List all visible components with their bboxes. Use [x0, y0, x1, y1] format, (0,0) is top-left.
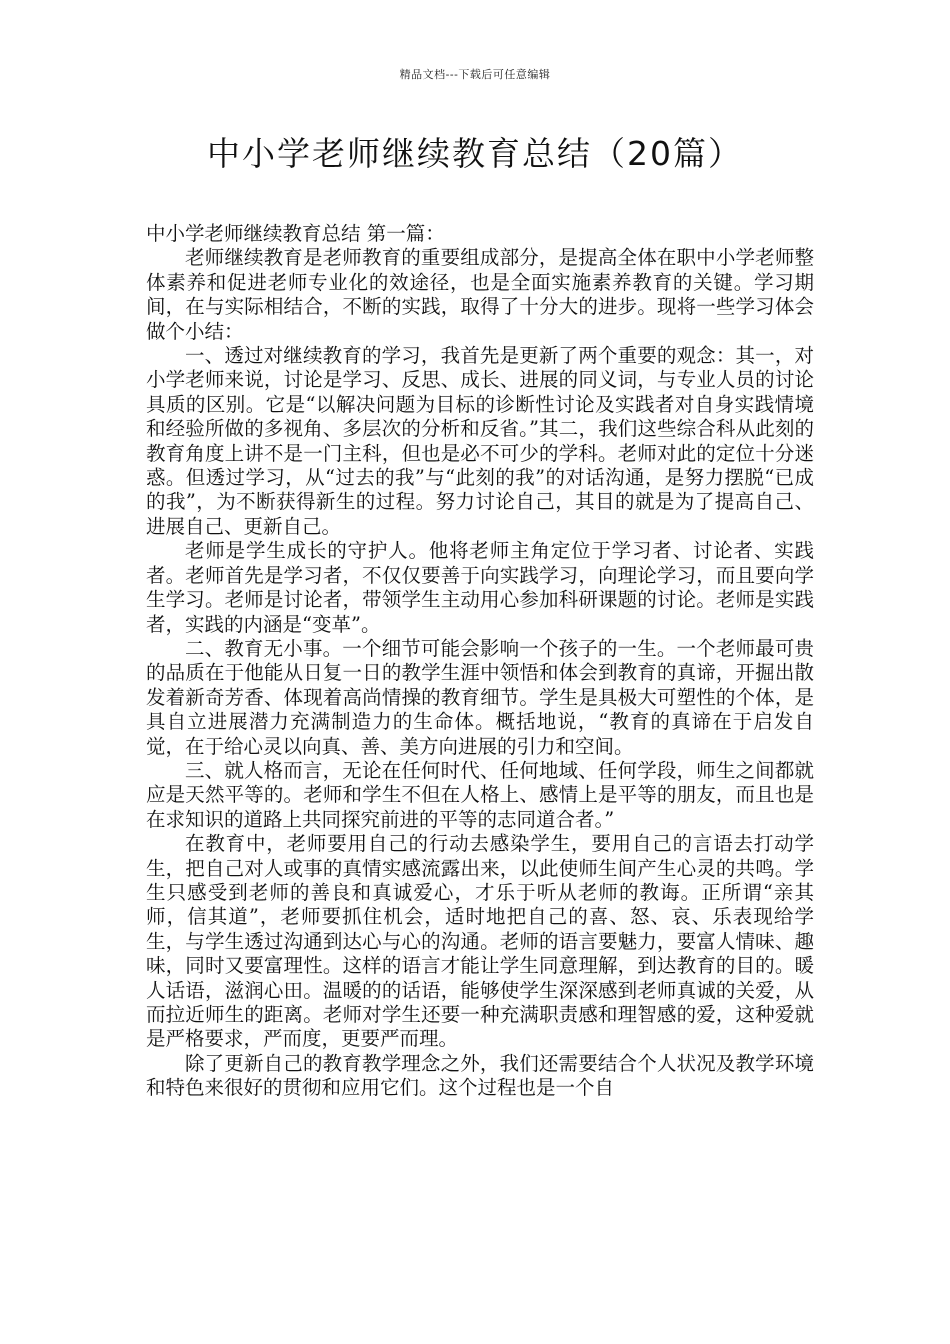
section-heading: 中小学老师继续教育总结 第一篇： [146, 222, 445, 245]
header-note: 精品文档---下载后可任意编辑 [399, 68, 551, 81]
document-body [146, 222, 814, 1101]
paragraph-teaching-practice: 在教育中，老师要用自己的行动去感染学生，要用自己的言语去打动学生，把自己对人或事的真情实感流露出来，以此使师生间产生心灵的共鸣。学生只感受到老师的善良和真诚爱心，才乐于听从老师的教诲。正所谓“亲其师，信其道”，老师要抓住机会，适时地把自己的喜、怒、哀、乐表现给学生，与学生透过沟通到达心与心的沟通。老师的语言要魅力，要富人情味、趣味，同时又要富理性。这样的语言才能让学生同意理解，到达教育的目的。暖人话语，滋润心田。温暖的的话语，能够使学生深深感到老师真诚的关爱，从而拉近师生的距离。老师对学生还要一种充满职责感和理智感的爱，这种爱就是严格要求，严而度，更要严而理。 [146, 832, 814, 1051]
paragraph-point-one: 一、透过对继续教育的学习，我首先是更新了两个重要的观念：其一，对小学老师来说，讨论是学习、反思、成长、进展的同义词，与专业人员的讨论具质的区别。它是“以解决问题为目标的诊断性讨论及实践者对自身实践情境和经验所做的多视角、多层次的分析和反省。”其二，我们这些综合科从此刻的教育角度上讲不是一门主科，但也是必不可少的学科。老师对此的定位十分迷惑。但透过学习，从“过去的我”与“此刻的我”的对话沟通，是努力摆脱“已成的我”，为不断获得新生的过程。努力讨论自己，其目的就是为了提高自己、进展自己、更新自己。 [146, 344, 814, 538]
paragraph-intro: 老师继续教育是老师教育的重要组成部分，是提高全体在职中小学老师整体素养和促进老师专业化的效途径，也是全面实施素养教育的关键。学习期间，在与实际相结合，不断的实践，取得了十分大的进步。现将一些学习体会做个小结： [146, 246, 814, 343]
paragraph-point-two: 二、教育无小事。一个细节可能会影响一个孩子的一生。一个老师最可贵的品质在于他能从日复一日的教学生涯中领悟和体会到教育的真谛，开掘出散发着新奇芳香、体现着高尚情操的教育细节。学生是具极大可塑性的个体，是具自立进展潜力充满制造力的生命体。概括地说，“教育的真谛在于启发自觉，在于给心灵以向真、善、美方向进展的引力和空间。 [146, 636, 814, 758]
document-title: 中小学老师继续教育总结（20篇） [207, 134, 743, 173]
paragraph-point-three: 三、就人格而言，无论在任何时代、任何地域、任何学段，师生之间都就应是天然平等的。老师和学生不但在人格上、感情上是平等的朋友，而且也是在求知识的道路上共同探究前进的平等的志同道合者。” [146, 758, 814, 831]
paragraph-teacher-role: 老师是学生成长的守护人。他将老师主角定位于学习者、讨论者、实践者。老师首先是学习者，不仅仅要善于向实践学习，向理论学习，而且要向学生学习。老师是讨论者，带领学生主动用心参加科研课题的讨论。老师是实践者，实践的内涵是“变革”。 [146, 539, 814, 636]
paragraph-continuation: 除了更新自己的教育教学理念之外，我们还需要结合个人状况及教学环境和特色来很好的贯彻和应用它们。这个过程也是一个自 [146, 1051, 814, 1100]
